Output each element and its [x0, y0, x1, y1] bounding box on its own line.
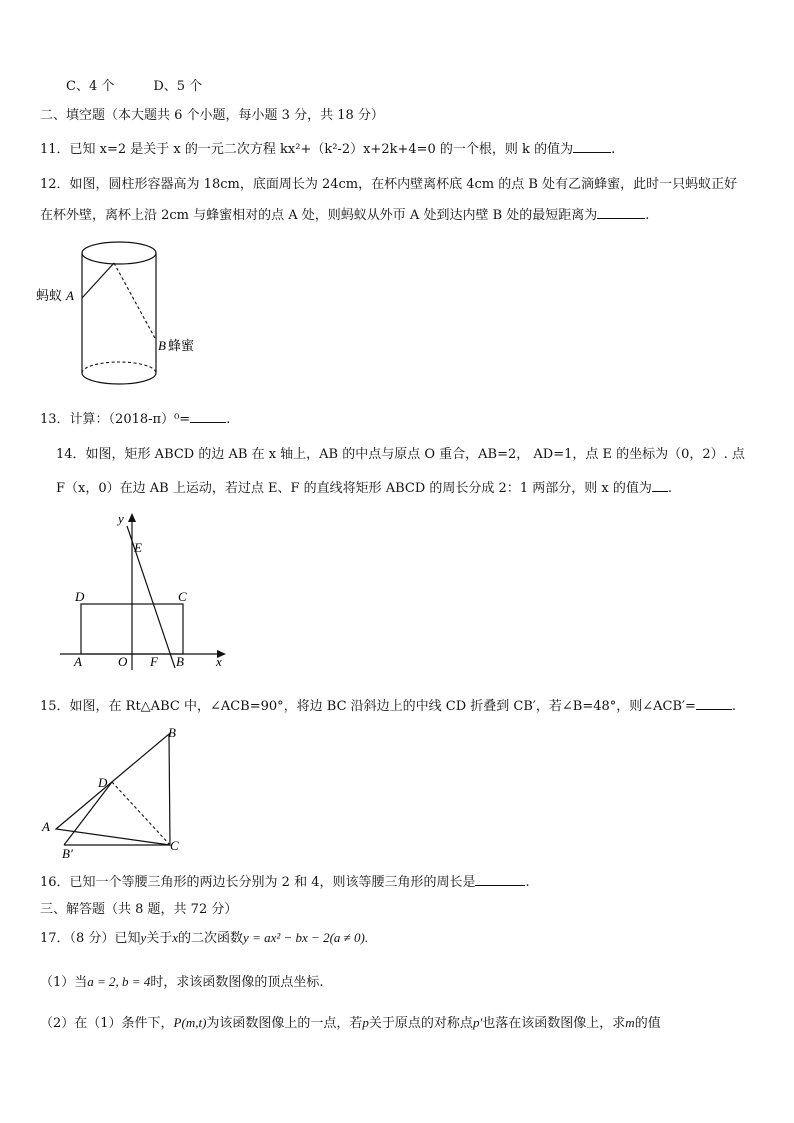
point-e-label: E [134, 540, 142, 555]
q11-text: 11．已知 x=2 是关于 x 的一元二次方程 kx²+（k²-2）x+2k+4=0 的一个根，则 k 的值为 [40, 142, 574, 157]
q12-text-line1: 12．如图，圆柱形容器高为 18cm，底面周长为 24cm，在杯内壁离杯底 4cm 的点 B 处有乙滴蜂蜜，此时一只蚂蚁正好 [40, 177, 738, 192]
q17-2-text-mid: 为该函数图像上的一点，若 [206, 1016, 363, 1031]
section2-heading [40, 107, 384, 125]
question-14-line2: F（x，0）在边 AB 上运动，若过点 E、F 的直线将矩形 ABCD 的周长分成 2：1 两部分，则 x 的值为 . [56, 481, 672, 496]
point-f-label: F [150, 654, 158, 669]
ant-label-text: 蚂蚁 [36, 288, 63, 303]
q17-1-text-pre: （1）当 [40, 975, 88, 990]
y-axis-label: y [118, 511, 124, 526]
q17-text-post: 的二次函数 [178, 931, 244, 946]
question-17-part2 [40, 1014, 661, 1033]
question-13: 13．计算：（2018-π）⁰= . [40, 412, 231, 427]
question-11: 11．已知 x=2 是关于 x 的一元二次方程 kx²+（k²-2）x+2k+4=0 的一个根，则 k 的值为 . [40, 142, 616, 157]
q17-var-x: x [172, 930, 179, 945]
q17-2-point: P(m,t) [173, 1015, 207, 1030]
q17-2-text-pre: （2）在（1）条件下， [40, 1016, 174, 1031]
q12-answer-blank [597, 206, 645, 219]
q17-formula: y = ax² − bx − 2(a ≠ 0). [243, 930, 369, 945]
triangle-fold-figure [34, 722, 194, 862]
question-16: 16．已知一个等腰三角形的两边长分别为 2 和 4，则该等腰三角形的周长是 . [40, 875, 530, 890]
question-12-line2: 在杯外壁，离杯上沿 2cm 与蜂蜜相对的点 A 处，则蚂蚁从外帀 A 处到达内壁 B 处的最短距离为 . [40, 208, 650, 223]
point-d-label: D [75, 589, 85, 604]
cylinder-bottom-front [82, 373, 156, 384]
q11-answer-blank [573, 140, 611, 153]
q17-2-text-mid3: 也落在该函数图像上，求 [482, 1016, 626, 1031]
q17-2-var-m: m [625, 1015, 635, 1030]
rectangle-axes-figure [60, 508, 235, 673]
triangle-abc [56, 734, 170, 845]
q12-text-line2: 在杯外壁，离杯上沿 2cm 与蜂蜜相对的点 A 处，则蚂蚁从外帀 A 处到达内壁 B 处的最短距离为 [40, 208, 598, 223]
options-text: C、4 个 D、5 个 [66, 79, 203, 94]
q17-2-var-p: p [362, 1015, 369, 1030]
q15-text: 15．如图，在 Rt△ABC 中，∠ACB=90°，将边 BC 沿斜边上的中线 CD 折叠到 CB′，若∠B=48°，则∠ACB′= [40, 699, 696, 714]
options-line [66, 78, 202, 96]
question-17 [40, 929, 368, 948]
q17-1-text-post: 时，求该函数图像的顶点坐标. [150, 975, 324, 990]
q17-text-mid: 关于 [146, 931, 173, 946]
origin-o-label: O [118, 654, 128, 669]
ant-path-inner [114, 263, 156, 340]
median-cd [112, 782, 170, 845]
cylinder-figure [30, 236, 220, 394]
y-axis-arrow [128, 513, 136, 522]
q13-text: 13．计算：（2018-π）⁰= [40, 412, 191, 427]
point-b-label: B [168, 725, 176, 740]
x-axis-label: x [216, 654, 222, 669]
q14-answer-blank [652, 479, 668, 492]
point-b-prime-label: B′ [62, 846, 73, 861]
section3-heading-text: 三、解答题（共 8 题，共 72 分） [40, 902, 238, 917]
question-15: 15．如图，在 Rt△ABC 中，∠ACB=90°，将边 BC 沿斜边上的中线 CD 折叠到 CB′，若∠B=48°，则∠ACB′= . [40, 699, 737, 714]
ant-path-outer [82, 263, 114, 298]
point-a-label: A [66, 288, 74, 303]
q17-1-condition: a = 2, b = 4 [87, 974, 151, 989]
cylinder-bottom-back [82, 362, 156, 373]
question-12-line1 [40, 176, 737, 194]
q17-var-y: y [140, 930, 147, 945]
q16-answer-blank [475, 873, 525, 886]
point-b-label: B [158, 338, 166, 353]
q15-answer-blank [696, 697, 732, 710]
point-a-label: A [74, 654, 82, 669]
q17-2-var-p-prime: p′ [472, 1015, 483, 1030]
q17-2-text-mid2: 关于原点的对称点 [368, 1016, 473, 1031]
question-14-line1 [56, 446, 745, 464]
point-c-label: C [170, 838, 179, 853]
question-17-part1 [40, 973, 323, 992]
point-b-label: B [176, 654, 184, 669]
q16-text: 16．已知一个等腰三角形的两边长分别为 2 和 4，则该等腰三角形的周长是 [40, 875, 476, 890]
honey-label-text: 蜂蜜 [168, 338, 195, 353]
point-c-label: C [178, 589, 187, 604]
point-a-label: A [42, 819, 50, 834]
section3-heading [40, 901, 237, 919]
q14-text-line1: 14．如图，矩形 ABCD 的边 AB 在 x 轴上，AB 的中点与原点 O 重合，AB=2， AD=1，点 E 的坐标为（0，2）. 点 [56, 447, 745, 462]
q17-text-pre: 17．（8 分）已知 [40, 931, 141, 946]
q13-answer-blank [190, 410, 226, 423]
cylinder-top-ellipse [82, 242, 156, 264]
section2-heading-text: 二、填空题（本大题共 6 个小题，每小题 3 分，共 18 分） [40, 108, 384, 123]
q17-2-text-post: 的值 [634, 1016, 661, 1031]
point-d-label: D [98, 775, 108, 790]
q14-text-line2: F（x，0）在边 AB 上运动，若过点 E、F 的直线将矩形 ABCD 的周长分成 2：1 两部分，则 x 的值为 [56, 481, 652, 496]
